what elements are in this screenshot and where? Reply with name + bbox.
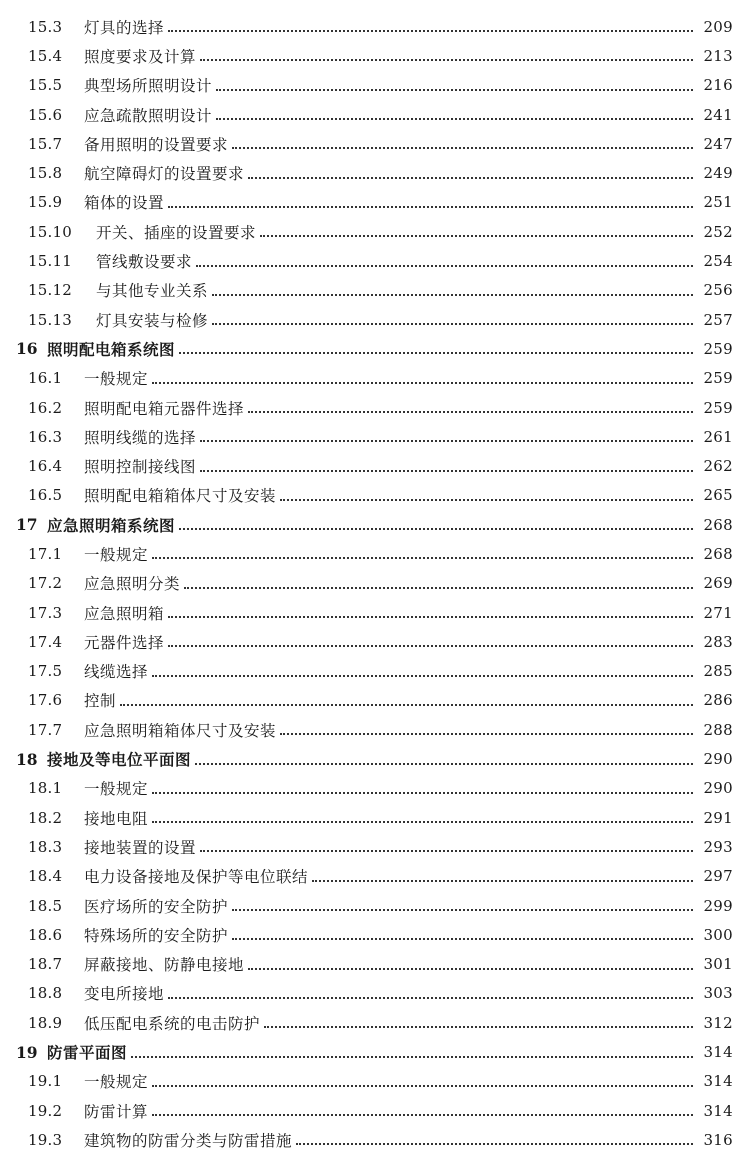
toc-entry-page-number: 271 <box>703 603 733 622</box>
toc-section-entry <box>16 1125 733 1154</box>
toc-entry-title: 开关、插座的设置要求 <box>96 223 257 242</box>
toc-section-entry <box>16 100 733 129</box>
toc-entry-page-number: 299 <box>703 896 733 915</box>
toc-entry-number: 16 <box>16 339 38 359</box>
toc-entry-page-number: 213 <box>703 46 733 65</box>
toc-section-entry <box>16 920 733 949</box>
toc-section-entry <box>16 657 733 686</box>
toc-entry-page-number: 290 <box>703 750 733 769</box>
toc-entry-page-number: 268 <box>703 544 733 563</box>
toc-entry-title: 建筑物的防雷分类与防雷措施 <box>84 1131 293 1150</box>
toc-entry-title: 低压配电系统的电击防护 <box>84 1014 261 1033</box>
toc-entry-page-number: 249 <box>703 164 733 183</box>
dot-leader <box>296 1142 693 1145</box>
dot-leader <box>184 586 693 589</box>
toc-entry-title: 应急照明箱箱体尺寸及安装 <box>84 721 277 740</box>
toc-entry-number: 16.3 <box>28 427 63 446</box>
toc-entry-title: 应急照明箱 <box>84 604 165 623</box>
dot-leader <box>152 791 693 794</box>
dot-leader <box>168 615 693 618</box>
toc-entry-page-number: 251 <box>703 193 733 212</box>
dot-leader <box>152 556 693 559</box>
toc-chapter-entry <box>16 1037 733 1066</box>
toc-entry-page-number: 285 <box>703 662 733 681</box>
dot-leader <box>131 1055 693 1058</box>
toc-section-entry <box>16 598 733 627</box>
toc-entry-title: 屏蔽接地、防静电接地 <box>84 956 245 975</box>
toc-entry-title: 接地及等电位平面图 <box>47 750 192 770</box>
toc-entry-page-number: 316 <box>703 1130 733 1149</box>
toc-section-entry <box>16 715 733 744</box>
toc-entry-page-number: 291 <box>703 808 733 827</box>
toc-entry-number: 18.5 <box>28 896 63 915</box>
toc-entry-number: 19.1 <box>28 1072 63 1091</box>
toc-chapter-entry <box>16 744 733 773</box>
dot-leader <box>168 644 693 647</box>
toc-entry-number: 15.13 <box>28 310 72 329</box>
toc-entry-title: 一般规定 <box>84 780 149 799</box>
toc-entry-number: 16.1 <box>28 369 63 388</box>
dot-leader <box>200 58 693 61</box>
toc-section-entry <box>16 71 733 100</box>
toc-entry-number: 16.5 <box>28 486 63 505</box>
toc-section-entry <box>16 217 733 246</box>
toc-entry-title: 特殊场所的安全防护 <box>84 926 229 945</box>
toc-entry-number: 17.2 <box>28 574 63 593</box>
dot-leader <box>280 732 693 735</box>
toc-entry-title: 照明控制接线图 <box>84 458 197 477</box>
dot-leader <box>152 1084 693 1087</box>
toc-entry-title: 照明配电箱箱体尺寸及安装 <box>84 487 277 506</box>
toc-entry-page-number: 259 <box>703 398 733 417</box>
dot-leader <box>200 469 693 472</box>
dot-leader <box>168 996 693 999</box>
toc-section-entry <box>16 539 733 568</box>
toc-section-entry <box>16 481 733 510</box>
toc-entry-number: 18 <box>16 749 38 769</box>
dot-leader <box>200 849 693 852</box>
toc-entry-title: 照明线缆的选择 <box>84 428 197 447</box>
toc-entry-number: 17 <box>16 515 38 535</box>
toc-entry-title: 线缆选择 <box>84 663 149 682</box>
dot-leader <box>216 117 693 120</box>
toc-entry-title: 应急照明箱系统图 <box>47 515 176 535</box>
toc-section-entry <box>16 158 733 187</box>
toc-entry-page-number: 288 <box>703 720 733 739</box>
dot-leader <box>312 879 693 882</box>
toc-entry-number: 15.6 <box>28 105 63 124</box>
toc-entry-page-number: 265 <box>703 486 733 505</box>
toc-section-entry <box>16 276 733 305</box>
toc-entry-number: 17.6 <box>28 691 63 710</box>
toc-entry-page-number: 259 <box>703 339 733 358</box>
dot-leader <box>200 439 693 442</box>
dot-leader <box>232 146 693 149</box>
dot-leader <box>196 264 693 267</box>
toc-entry-number: 15.5 <box>28 76 63 95</box>
toc-entry-title: 备用照明的设置要求 <box>84 135 229 154</box>
dot-leader <box>280 498 693 501</box>
toc-entry-number: 19 <box>16 1042 38 1062</box>
toc-entry-number: 15.3 <box>28 17 63 36</box>
toc-chapter-entry <box>16 334 733 363</box>
toc-entry-page-number: 314 <box>703 1101 733 1120</box>
toc-section-entry <box>16 803 733 832</box>
dot-leader <box>248 967 693 970</box>
toc-entry-title: 与其他专业关系 <box>96 282 209 301</box>
toc-section-entry <box>16 774 733 803</box>
toc-entry-title: 航空障碍灯的设置要求 <box>84 165 245 184</box>
dot-leader <box>152 381 693 384</box>
toc-section-entry <box>16 950 733 979</box>
toc-entry-page-number: 290 <box>703 779 733 798</box>
toc-entry-number: 17.5 <box>28 662 63 681</box>
toc-section-entry <box>16 686 733 715</box>
dot-leader <box>216 88 693 91</box>
toc-entry-number: 15.7 <box>28 134 63 153</box>
toc-entry-page-number: 297 <box>703 867 733 886</box>
toc-entry-title: 接地电阻 <box>84 809 149 828</box>
toc-entry-number: 17.3 <box>28 603 63 622</box>
dot-leader <box>120 703 693 706</box>
dot-leader <box>212 293 693 296</box>
toc-entry-number: 17.4 <box>28 632 63 651</box>
toc-entry-page-number: 314 <box>703 1072 733 1091</box>
toc-entry-number: 18.6 <box>28 925 63 944</box>
toc-entry-number: 16.4 <box>28 457 63 476</box>
table-of-contents <box>16 12 733 1155</box>
toc-entry-title: 一般规定 <box>84 370 149 389</box>
toc-entry-page-number: 252 <box>703 222 733 241</box>
toc-entry-title: 灯具的选择 <box>84 18 165 37</box>
toc-entry-page-number: 268 <box>703 515 733 534</box>
toc-entry-title: 控制 <box>84 692 117 711</box>
toc-entry-title: 医疗场所的安全防护 <box>84 897 229 916</box>
toc-entry-page-number: 301 <box>703 955 733 974</box>
toc-entry-number: 19.3 <box>28 1130 63 1149</box>
toc-section-entry <box>16 979 733 1008</box>
toc-entry-number: 15.9 <box>28 193 63 212</box>
toc-entry-title: 照明配电箱元器件选择 <box>84 399 245 418</box>
toc-entry-page-number: 261 <box>703 427 733 446</box>
toc-entry-title: 一般规定 <box>84 1073 149 1092</box>
toc-section-entry <box>16 305 733 334</box>
toc-entry-title: 防雷计算 <box>84 1102 149 1121</box>
toc-entry-number: 18.1 <box>28 779 63 798</box>
toc-entry-number: 15.12 <box>28 281 72 300</box>
dot-leader <box>232 908 693 911</box>
toc-section-entry <box>16 41 733 70</box>
toc-entry-number: 17.7 <box>28 720 63 739</box>
toc-entry-number: 17.1 <box>28 544 63 563</box>
toc-section-entry <box>16 364 733 393</box>
toc-section-entry <box>16 393 733 422</box>
toc-entry-page-number: 283 <box>703 632 733 651</box>
toc-section-entry <box>16 1096 733 1125</box>
toc-section-entry <box>16 129 733 158</box>
toc-entry-title: 接地装置的设置 <box>84 838 197 857</box>
toc-section-entry <box>16 451 733 480</box>
toc-entry-number: 18.8 <box>28 984 63 1003</box>
toc-section-entry <box>16 246 733 275</box>
toc-entry-page-number: 303 <box>703 984 733 1003</box>
dot-leader <box>195 762 693 765</box>
toc-entry-page-number: 314 <box>703 1043 733 1062</box>
toc-entry-page-number: 254 <box>703 252 733 271</box>
toc-entry-number: 18.7 <box>28 955 63 974</box>
dot-leader <box>152 674 693 677</box>
toc-section-entry <box>16 891 733 920</box>
toc-entry-page-number: 286 <box>703 691 733 710</box>
toc-chapter-entry <box>16 510 733 539</box>
toc-entry-title: 灯具安装与检修 <box>96 311 209 330</box>
dot-leader <box>168 205 693 208</box>
toc-entry-page-number: 209 <box>703 17 733 36</box>
toc-entry-page-number: 300 <box>703 925 733 944</box>
toc-entry-page-number: 259 <box>703 369 733 388</box>
toc-section-entry <box>16 1067 733 1096</box>
toc-entry-title: 管线敷设要求 <box>96 253 193 272</box>
toc-section-entry <box>16 188 733 217</box>
dot-leader <box>248 410 693 413</box>
toc-entry-page-number: 312 <box>703 1013 733 1032</box>
toc-entry-number: 18.3 <box>28 837 63 856</box>
dot-leader <box>248 176 693 179</box>
toc-entry-page-number: 216 <box>703 76 733 95</box>
toc-entry-number: 18.2 <box>28 808 63 827</box>
dot-leader <box>179 351 693 354</box>
dot-leader <box>232 937 693 940</box>
dot-leader <box>260 234 693 237</box>
dot-leader <box>179 527 693 530</box>
toc-section-entry <box>16 1008 733 1037</box>
toc-entry-title: 照度要求及计算 <box>84 47 197 66</box>
toc-section-entry <box>16 422 733 451</box>
toc-entry-title: 箱体的设置 <box>84 194 165 213</box>
toc-entry-title: 典型场所照明设计 <box>84 77 213 96</box>
toc-entry-title: 应急疏散照明设计 <box>84 106 213 125</box>
toc-entry-title: 电力设备接地及保护等电位联结 <box>84 868 309 887</box>
toc-section-entry <box>16 627 733 656</box>
toc-entry-number: 15.11 <box>28 252 72 271</box>
dot-leader <box>168 29 693 32</box>
toc-entry-number: 18.9 <box>28 1013 63 1032</box>
toc-entry-number: 19.2 <box>28 1101 63 1120</box>
dot-leader <box>212 322 693 325</box>
toc-entry-title: 防雷平面图 <box>47 1043 128 1063</box>
toc-entry-page-number: 241 <box>703 105 733 124</box>
dot-leader <box>152 820 693 823</box>
toc-entry-title: 应急照明分类 <box>84 575 181 594</box>
toc-entry-page-number: 256 <box>703 281 733 300</box>
toc-section-entry <box>16 12 733 41</box>
toc-entry-title: 一般规定 <box>84 545 149 564</box>
dot-leader <box>152 1113 693 1116</box>
toc-entry-page-number: 257 <box>703 310 733 329</box>
toc-entry-title: 变电所接地 <box>84 985 165 1004</box>
toc-entry-page-number: 262 <box>703 457 733 476</box>
toc-entry-number: 15.8 <box>28 164 63 183</box>
toc-entry-number: 18.4 <box>28 867 63 886</box>
toc-entry-number: 15.4 <box>28 46 63 65</box>
toc-entry-number: 15.10 <box>28 222 72 241</box>
toc-entry-page-number: 269 <box>703 574 733 593</box>
toc-entry-page-number: 247 <box>703 134 733 153</box>
toc-entry-title: 元器件选择 <box>84 633 165 652</box>
toc-entry-page-number: 293 <box>703 837 733 856</box>
toc-section-entry <box>16 569 733 598</box>
dot-leader <box>264 1025 693 1028</box>
toc-section-entry <box>16 862 733 891</box>
toc-section-entry <box>16 832 733 861</box>
toc-entry-number: 16.2 <box>28 398 63 417</box>
toc-entry-title: 照明配电箱系统图 <box>47 339 176 359</box>
